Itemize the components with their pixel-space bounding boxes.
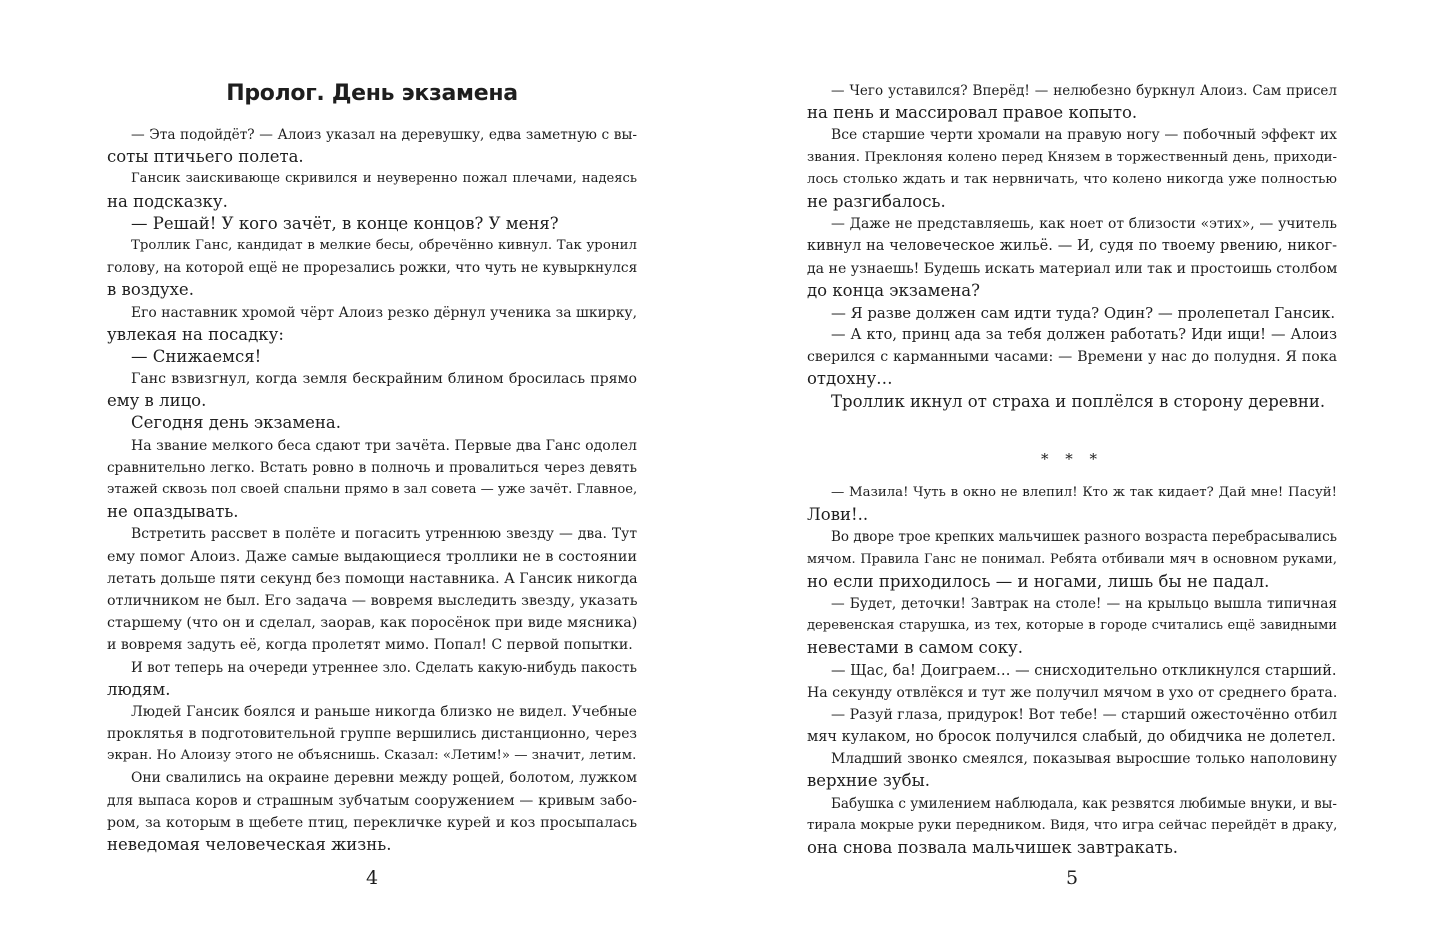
text-line: — А кто, принц ада за тебя должен работать? Иди ищи! — Алоиз: [831, 327, 1337, 344]
page-number-right: 5: [1065, 867, 1079, 889]
text-line: лось столько ждать и так нервничать, что колено никогда уже полностью: [807, 171, 1337, 187]
text-line: Все старшие черти хромали на правую ногу — побочный эффект их: [831, 127, 1337, 144]
text-line: Лови!..: [807, 505, 869, 525]
text-line: — Будет, деточки! Завтрак на столе! — на крыльцо вышла типичная: [831, 595, 1337, 612]
text-line: верхние зубы.: [807, 771, 930, 791]
text-line: да не узнаешь! Будешь искать материал или так и простоишь столбом: [807, 260, 1338, 277]
text-line: неведомая человеческая жизнь.: [107, 835, 392, 854]
text-line: ему в лицо.: [107, 391, 207, 411]
text-line: старшему (что он и сделал, заорав, как поросёнок при виде мясника): [107, 615, 638, 632]
text-line: для выпаса коров и страшным зубчатым сооружением — кривым забо-: [107, 792, 637, 809]
text-line: — Даже не представляешь, как ноет от близости «этих», — учитель: [831, 216, 1337, 233]
text-line: летать дольше пяти секунд без помощи наставника. А Гансик никогда: [107, 570, 638, 587]
text-line: не разгибалось.: [807, 191, 946, 211]
right-page-text-before-break: [807, 80, 1337, 413]
text-line: — Эта подойдёт? — Алоиз указал на деревушку, едва заметную с вы-: [131, 127, 637, 143]
text-line: голову, на которой ещё не прорезались рожки, что чуть не кувыркнулся: [107, 260, 638, 277]
text-line: мячом. Правила Ганс не понимал. Ребята отбивали мяч в основном руками,: [807, 551, 1337, 567]
text-line: Троллик Ганс, кандидат в мелкие бесы, обречённо кивнул. Так уронил: [131, 237, 637, 253]
text-line: Ганс взвизгнул, когда земля бескрайним блином бросилась прямо: [131, 371, 637, 388]
text-line: соты птичьего полета.: [107, 147, 304, 167]
text-line: сравнительно легко. Встать ровно в полночь и провалиться через девять: [107, 459, 637, 476]
text-line: — Щас, ба! Доиграем… — снисходительно откликнулся старший.: [831, 662, 1337, 679]
text-line: кивнул на человеческое жильё. — И, судя по твоему рвению, никог-: [807, 238, 1337, 255]
text-line: Людей Гансик боялся и раньше никогда близко не видел. Учебные: [131, 703, 637, 720]
text-line: деревенская старушка, из тех, которые в городе считались ещё завидными: [807, 618, 1337, 634]
text-line: отличником не был. Его задача — вовремя выследить звезду, указать: [107, 592, 638, 609]
text-line: Младший звонко смеялся, показывая выросшие только наполовину: [831, 751, 1337, 768]
text-line: Встретить рассвет в полёте и погасить утреннюю звезду — два. Тут: [131, 526, 637, 543]
text-line: — Разуй глаза, придурок! Вот тебе! — старший ожесточённо отбил: [831, 706, 1338, 723]
text-line: ему помог Алоиз. Даже самые выдающиеся троллики не в состоянии: [107, 548, 637, 565]
text-line: ром, за которым в щебете птиц, перекличке курей и коз просыпалась: [107, 814, 637, 831]
text-line: но если приходилось — и ногами, лишь бы не падал.: [807, 571, 1270, 591]
text-line: Троллик икнул от страха и поплёлся в сторону деревни.: [831, 391, 1326, 411]
text-line: сверился с карманными часами: — Времени у нас до полудня. Я пока: [807, 349, 1337, 366]
text-line: экран. Но Алоизу этого не объяснишь. Сказал: «Летим!» — значит, летим.: [107, 748, 637, 764]
left-page-text: [107, 124, 637, 856]
section-separator: * * *: [1040, 450, 1104, 468]
text-line: — Мазила! Чуть в окно не влепил! Кто ж так кидает? Дай мне! Пасуй!: [831, 485, 1337, 500]
text-line: на подсказку.: [107, 191, 228, 211]
text-line: Они свалились на окраине деревни между рощей, болотом, лужком: [131, 770, 637, 787]
chapter-title: Пролог. День экзамена: [226, 81, 518, 106]
text-line: звания. Преклоняя колено перед Князем в торжественный день, приходи-: [807, 149, 1337, 165]
text-line: отдохну…: [807, 369, 893, 389]
left-page: [107, 0, 637, 935]
text-line: мяч кулаком, но бросок получился слабый, до обидчика не долетел.: [807, 729, 1336, 746]
text-line: невестами в самом соку.: [807, 638, 1023, 658]
text-line: и вовремя задуть её, когда пролетят мимо. Попал! С первой попытки.: [107, 637, 633, 654]
text-line: на пень и массировал правое копыто.: [807, 103, 1138, 123]
text-line: — Чего уставился? Вперёд! — нелюбезно буркнул Алоиз. Сам присел: [831, 83, 1337, 99]
text-line: проклятья в подготовительной группе вершились дистанционно, через: [107, 726, 637, 743]
text-line: людям.: [107, 679, 171, 699]
text-line: — Снижаемся!: [131, 346, 262, 366]
text-line: Сегодня день экзамена.: [131, 413, 341, 433]
text-line: На секунду отвлёкся и тут же получил мячом в ухо от среднего брата.: [807, 684, 1338, 701]
text-line: И вот теперь на очереди утреннее зло. Сделать какую-нибудь пакость: [131, 659, 637, 676]
text-line: в воздухе.: [107, 280, 194, 300]
right-page-text-after-break: [807, 482, 1337, 859]
text-line: Во дворе трое крепких мальчишек разного возраста перебрасывались: [831, 529, 1337, 546]
text-line: Гансик заискивающе скривился и неуверенно пожал плечами, надеясь: [131, 171, 637, 187]
right-page: [807, 0, 1337, 935]
text-line: не опаздывать.: [107, 502, 239, 522]
text-line: тирала мокрые руки передником. Видя, что игра сейчас перейдёт в драку,: [807, 817, 1338, 833]
text-line: — Я разве должен сам идти туда? Один? — пролепетал Гансик.: [831, 303, 1336, 322]
text-line: Бабушка с умилением наблюдала, как резвятся любимые внуки, и вы-: [831, 795, 1337, 812]
page-number-left: 4: [365, 867, 379, 889]
text-line: увлекая на посадку:: [107, 324, 284, 344]
text-line: она снова позвала мальчишек завтракать.: [807, 838, 1179, 857]
text-line: этажей сквозь пол своей спальни прямо в зал совета — уже зачёт. Главное,: [107, 482, 638, 497]
text-line: На звание мелкого беса сдают три зачёта. Первые два Ганс одолел: [131, 437, 637, 454]
text-line: — Решай! У кого зачёт, в конце концов? У меня?: [131, 213, 559, 233]
text-line: Его наставник хромой чёрт Алоиз резко дёрнул ученика за шкирку,: [131, 304, 637, 321]
text-line: до конца экзамена?: [807, 280, 980, 300]
